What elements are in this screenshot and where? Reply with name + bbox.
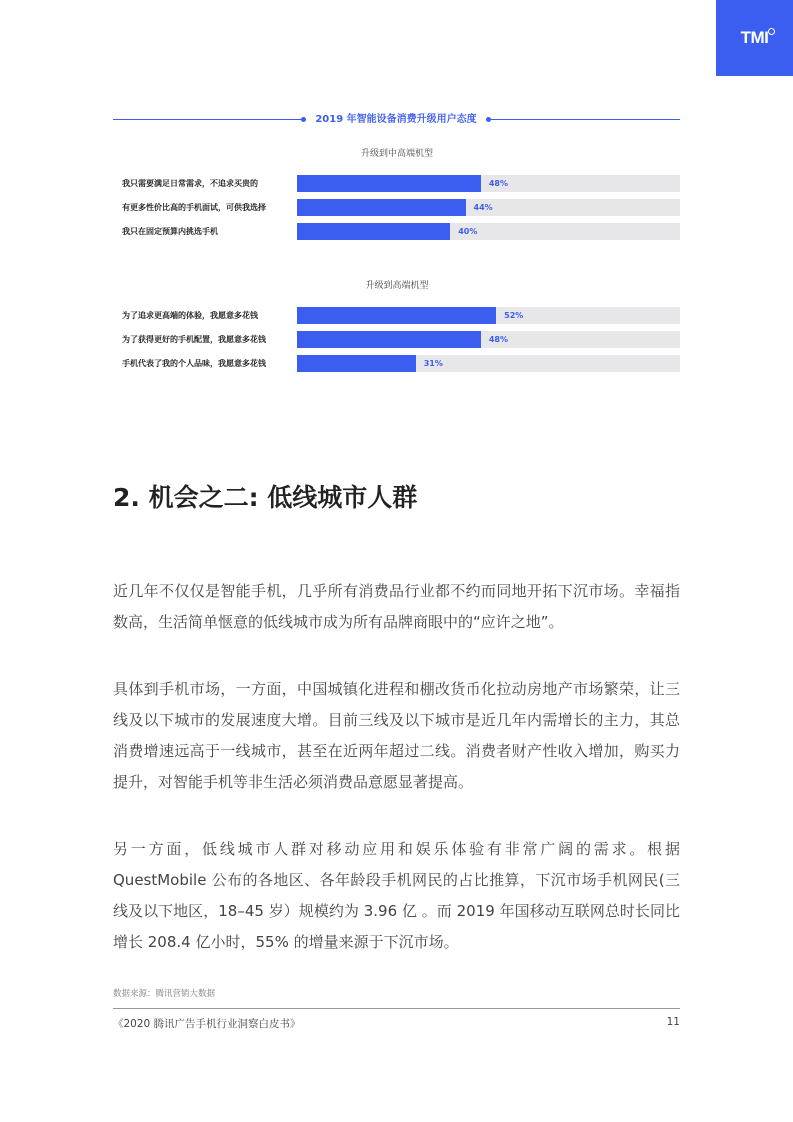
chart-group-title: 升级到中高端机型 bbox=[360, 149, 433, 159]
chart-title-row bbox=[113, 112, 680, 128]
bar-category-label: 有更多性价比高的手机面试，可供我选择 bbox=[122, 203, 266, 212]
bar-category-label: 为了追求更高端的体验，我愿意多花钱 bbox=[122, 311, 258, 320]
logo-text: TMI bbox=[740, 28, 769, 47]
title-dot-left bbox=[301, 117, 306, 122]
bar-fill bbox=[297, 307, 496, 324]
bar-category-label: 我只在固定预算内挑选手机 bbox=[122, 227, 218, 236]
title-rule-right bbox=[491, 119, 680, 120]
bar-value-label: 31% bbox=[423, 359, 443, 368]
bar-track bbox=[297, 199, 680, 216]
bar-fill bbox=[297, 175, 481, 192]
bar-track bbox=[297, 307, 680, 324]
page-number: 11 bbox=[666, 1016, 680, 1028]
bar-track bbox=[297, 223, 680, 240]
bar-track bbox=[297, 331, 680, 348]
bar-fill bbox=[297, 223, 450, 240]
bar-category-label: 为了获得更好的手机配置，我愿意多花钱 bbox=[122, 335, 266, 344]
bar-value-label: 48% bbox=[488, 335, 508, 344]
bar-value-label: 44% bbox=[473, 203, 493, 212]
footer-divider bbox=[113, 1008, 680, 1009]
bar-value-label: 52% bbox=[504, 311, 524, 320]
bar-category-label: 手机代表了我的个人品味，我愿意多花钱 bbox=[122, 359, 266, 368]
title-rule-left bbox=[113, 119, 301, 120]
logo-dot-icon bbox=[768, 28, 775, 35]
chart-title: 2019 年智能设备消费升级用户态度 bbox=[315, 114, 477, 125]
bar-value-label: 48% bbox=[488, 179, 508, 188]
footer-title: 《2020 腾讯广告手机行业洞察白皮书》 bbox=[113, 1018, 301, 1030]
bar-fill bbox=[297, 331, 481, 348]
paragraph-2: 具体到手机市场，一方面，中国城镇化进程和棚改货币化拉动房地产市场繁荣，让三线及以下城市的发展速度大增。目前三线及以下城市是近几年内需增长的主力，其总消费增速远高于一线城市，甚至在近两年超过二线。消费者财产性收入增加，购买力提升，对智能手机等非生活必须消费品意愿显著提高。 bbox=[113, 680, 680, 791]
paragraph-1: 近几年不仅仅是智能手机，几乎所有消费品行业都不约而同地开拓下沉市场。幸福指数高，生活简单惬意的低线城市成为所有品牌商眼中的“应许之地”。 bbox=[113, 582, 680, 631]
chart-group-title: 升级到高端机型 bbox=[365, 281, 429, 291]
data-source-note: 数据来源：腾讯营销大数据 bbox=[113, 989, 216, 999]
paragraph-3: 另一方面，低线城市人群对移动应用和娱乐体验有非常广阔的需求。根据 QuestMobile 公布的各地区、各年龄段手机网民的占比推算，下沉市场手机网民(三线及以下地区，18–45 岁）规模约为 3.96 亿 。而 2019 年国移动互联网总时长同比增长 208.4 亿小时，55% 的增量来源于下沉市场。 bbox=[113, 840, 680, 951]
bar-value-label: 40% bbox=[458, 227, 478, 236]
bar-fill bbox=[297, 355, 416, 372]
tmi-logo bbox=[716, 0, 793, 76]
bar-track bbox=[297, 355, 680, 372]
bar-fill bbox=[297, 199, 466, 216]
section-heading: 2. 机会之二: 低线城市人群 bbox=[113, 483, 418, 512]
bar-category-label: 我只需要满足日常需求，不追求买贵的 bbox=[122, 179, 258, 188]
bar-track bbox=[297, 175, 680, 192]
